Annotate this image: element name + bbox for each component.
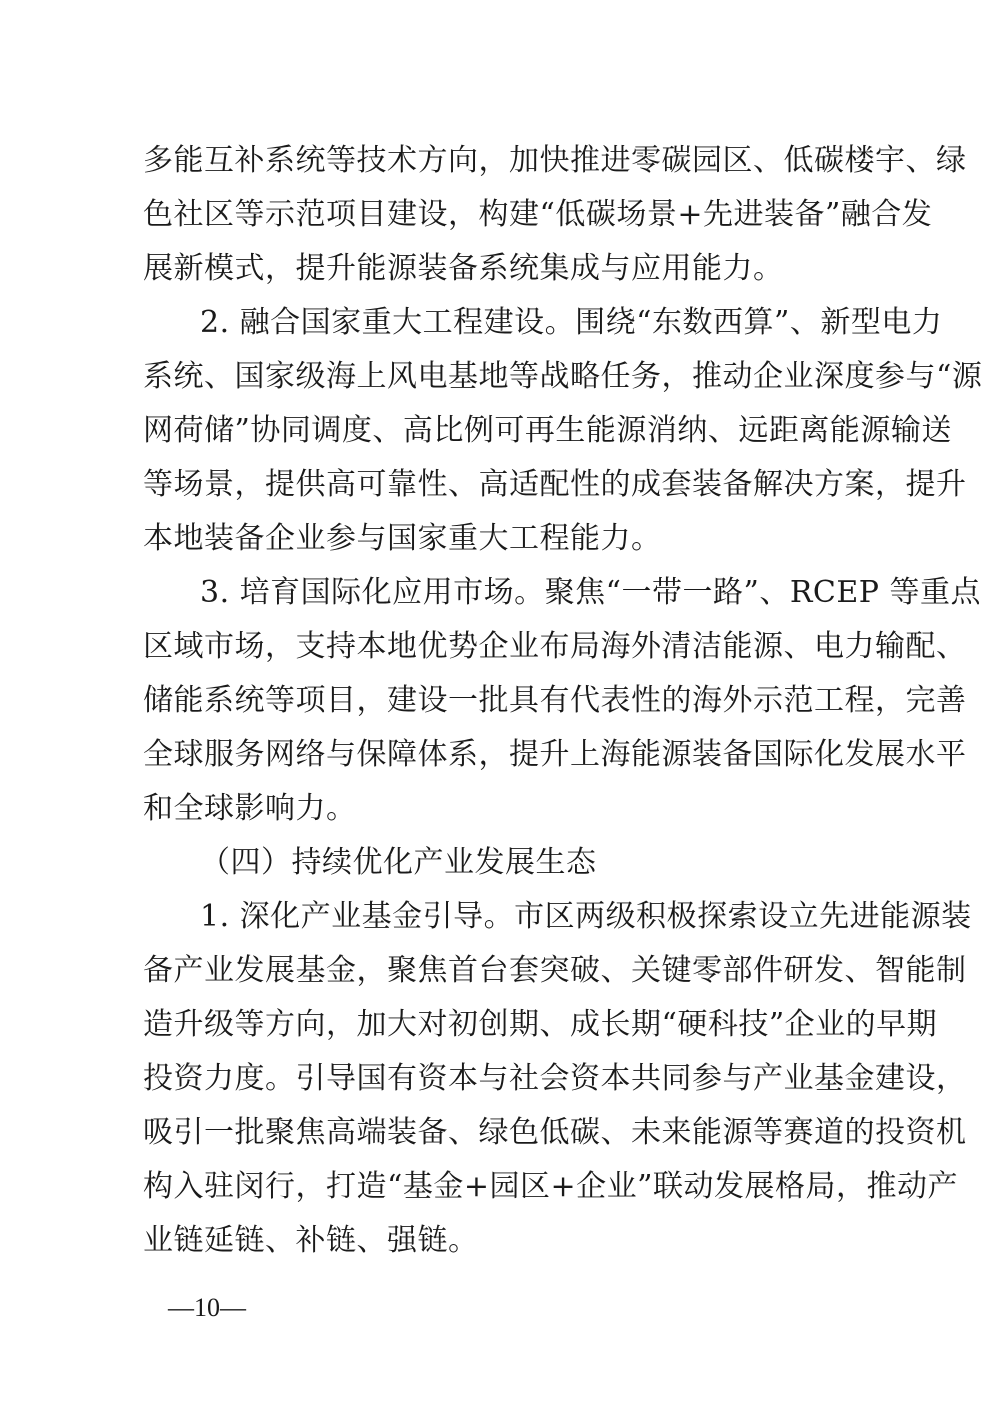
text-line: 展新模式，提升能源装备系统集成与应用能力。: [143, 251, 784, 286]
text-line: 投资力度。引导国有资本与社会资本共同参与产业基金建设，: [143, 1061, 967, 1096]
text-line: 储能系统等项目，建设一批具有代表性的海外示范工程，完善: [143, 683, 967, 718]
text-line: 3. 培育国际化应用市场。聚焦“一带一路”、RCEP 等重点: [200, 575, 981, 610]
text-line: 2. 融合国家重大工程建设。围绕“东数西算”、新型电力: [200, 305, 943, 340]
text-line: 业链延链、补链、强链。: [143, 1223, 479, 1258]
page-number: —10—: [168, 1293, 246, 1322]
text-line: 等场景，提供高可靠性、高适配性的成套装备解决方案，提升: [143, 467, 967, 502]
text-line: 造升级等方向，加大对初创期、成长期“硬科技”企业的早期: [143, 1007, 938, 1042]
text-line: 全球服务网络与保障体系，提升上海能源装备国际化发展水平: [143, 737, 967, 772]
text-line: 色社区等示范项目建设，构建“低碳场景+先进装备”融合发: [143, 197, 933, 232]
text-line: 构入驻闵行，打造“基金+园区+企业”联动发展格局，推动产: [143, 1169, 958, 1204]
text-line: 网荷储”协同调度、高比例可再生能源消纳、远距离能源输送: [143, 413, 952, 448]
text-line: 备产业发展基金，聚焦首台套突破、关键零部件研发、智能制: [143, 953, 967, 988]
text-line: 多能互补系统等技术方向，加快推进零碳园区、低碳楼宇、绿: [143, 143, 967, 178]
text-line: 1. 深化产业基金引导。市区两级积极探索设立先进能源装: [200, 899, 972, 934]
text-line: 系统、国家级海上风电基地等战略任务，推动企业深度参与“源: [143, 359, 983, 394]
text-line: 区域市场，支持本地优势企业布局海外清洁能源、电力输配、: [143, 629, 967, 664]
text-line: 吸引一批聚焦高端装备、绿色低碳、未来能源等赛道的投资机: [143, 1115, 967, 1150]
text-line: 本地装备企业参与国家重大工程能力。: [143, 521, 662, 556]
section-heading: （四）持续优化产业发展生态: [200, 845, 597, 880]
text-line: 和全球影响力。: [143, 791, 357, 826]
